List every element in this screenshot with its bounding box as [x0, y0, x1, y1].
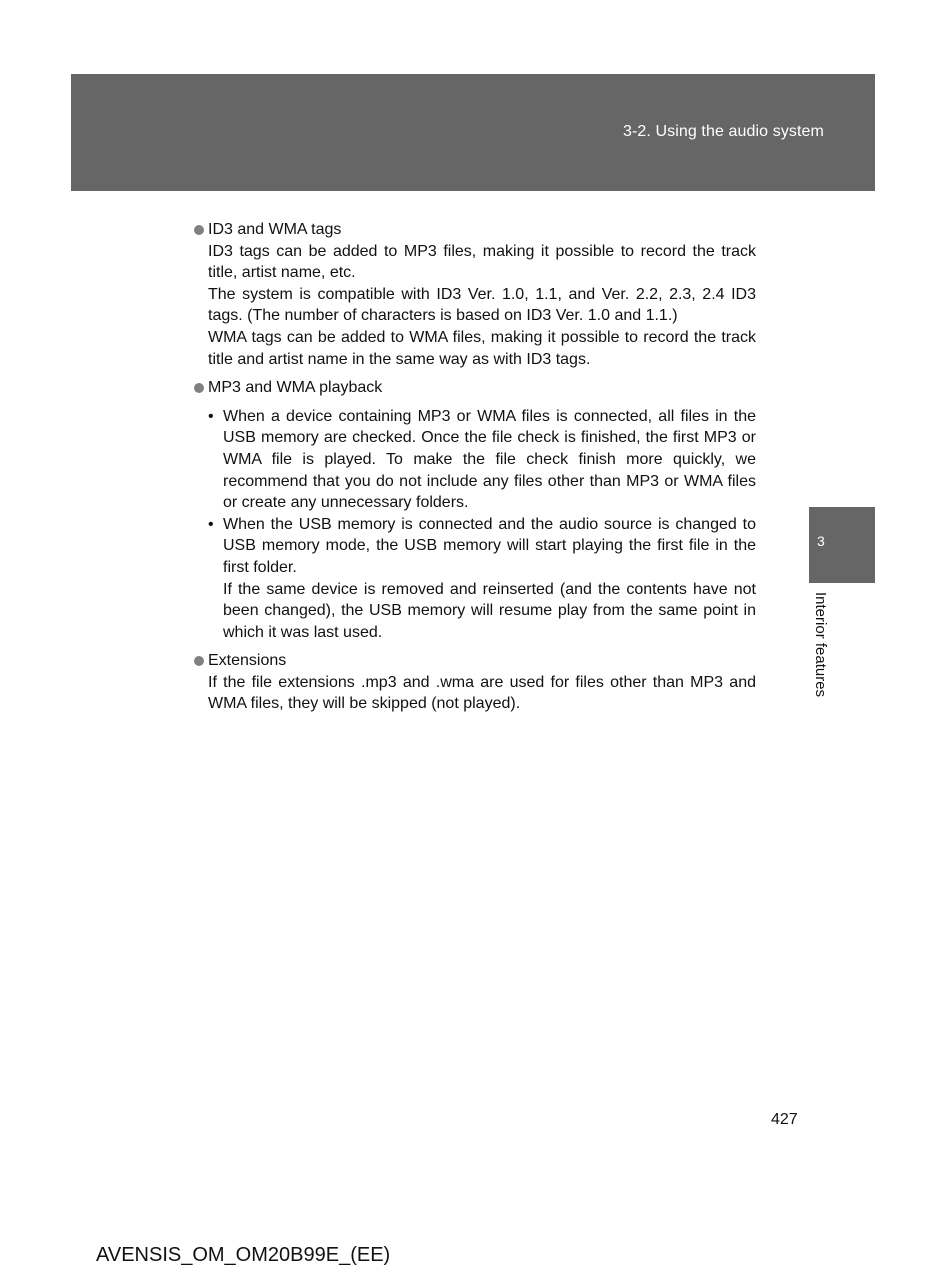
chapter-number: 3 — [817, 533, 825, 549]
bullet-dot-icon — [194, 656, 204, 666]
paragraph: If the file extensions .mp3 and .wma are used for files other than MP3 and WMA files, they will be skipped (not played). — [208, 673, 756, 713]
bullet-dot-icon — [194, 383, 204, 393]
section-id3-wma-tags — [193, 219, 756, 370]
section-heading-text: Extensions — [208, 652, 287, 670]
document-code: AVENSIS_OM_OM20B99E_(EE) — [96, 1244, 391, 1266]
section-mp3-wma-playback — [193, 377, 756, 643]
paragraph: The system is compatible with ID3 Ver. 1.0, 1.1, and Ver. 2.2, 2.3, 2.4 ID3 tags. (The number of characters is based on ID3 Ver. 1.0 and 1.1.) — [208, 285, 756, 325]
bullet-dot-icon — [194, 225, 204, 235]
list-item-text: When a device containing MP3 or WMA files is connected, all files in the USB memory are checked. Once the file check is finished, the first MP3 or WMA file is played. To make the file check finish more quickly, we recommend that you do not include any files other than MP3 or WMA files or create any unnecessary folders. — [223, 407, 756, 512]
sub-list — [193, 406, 756, 644]
section-heading — [193, 650, 756, 672]
list-item — [193, 514, 756, 644]
main-content — [193, 219, 756, 722]
section-title: 3-2. Using the audio system — [622, 123, 824, 140]
section-heading-text: MP3 and WMA playback — [208, 379, 383, 397]
page-number: 427 — [771, 1111, 798, 1128]
paragraph: WMA tags can be added to WMA files, making it possible to record the track title and artist name in the same way as with ID3 tags. — [208, 328, 756, 368]
header-bar — [71, 74, 875, 191]
chapter-tab — [809, 507, 875, 583]
list-item-text: If the same device is removed and reinserted (and the contents have not been changed), the USB memory will resume play from the same point in which it was last used. — [223, 580, 756, 641]
chapter-label: Interior features — [812, 592, 829, 698]
small-bullet-icon: • — [208, 407, 214, 425]
section-heading — [193, 219, 756, 241]
list-item — [193, 406, 756, 514]
paragraph: ID3 tags can be added to MP3 files, making it possible to record the track title, artist name, etc. — [208, 242, 756, 282]
section-heading-text: ID3 and WMA tags — [208, 221, 342, 238]
section-heading — [193, 377, 756, 399]
section-extensions — [193, 650, 756, 715]
small-bullet-icon: • — [208, 515, 214, 533]
list-item-text: When the USB memory is connected and the audio source is changed to USB memory mode, the USB memory will start playing the first file in the first folder. — [223, 515, 756, 576]
